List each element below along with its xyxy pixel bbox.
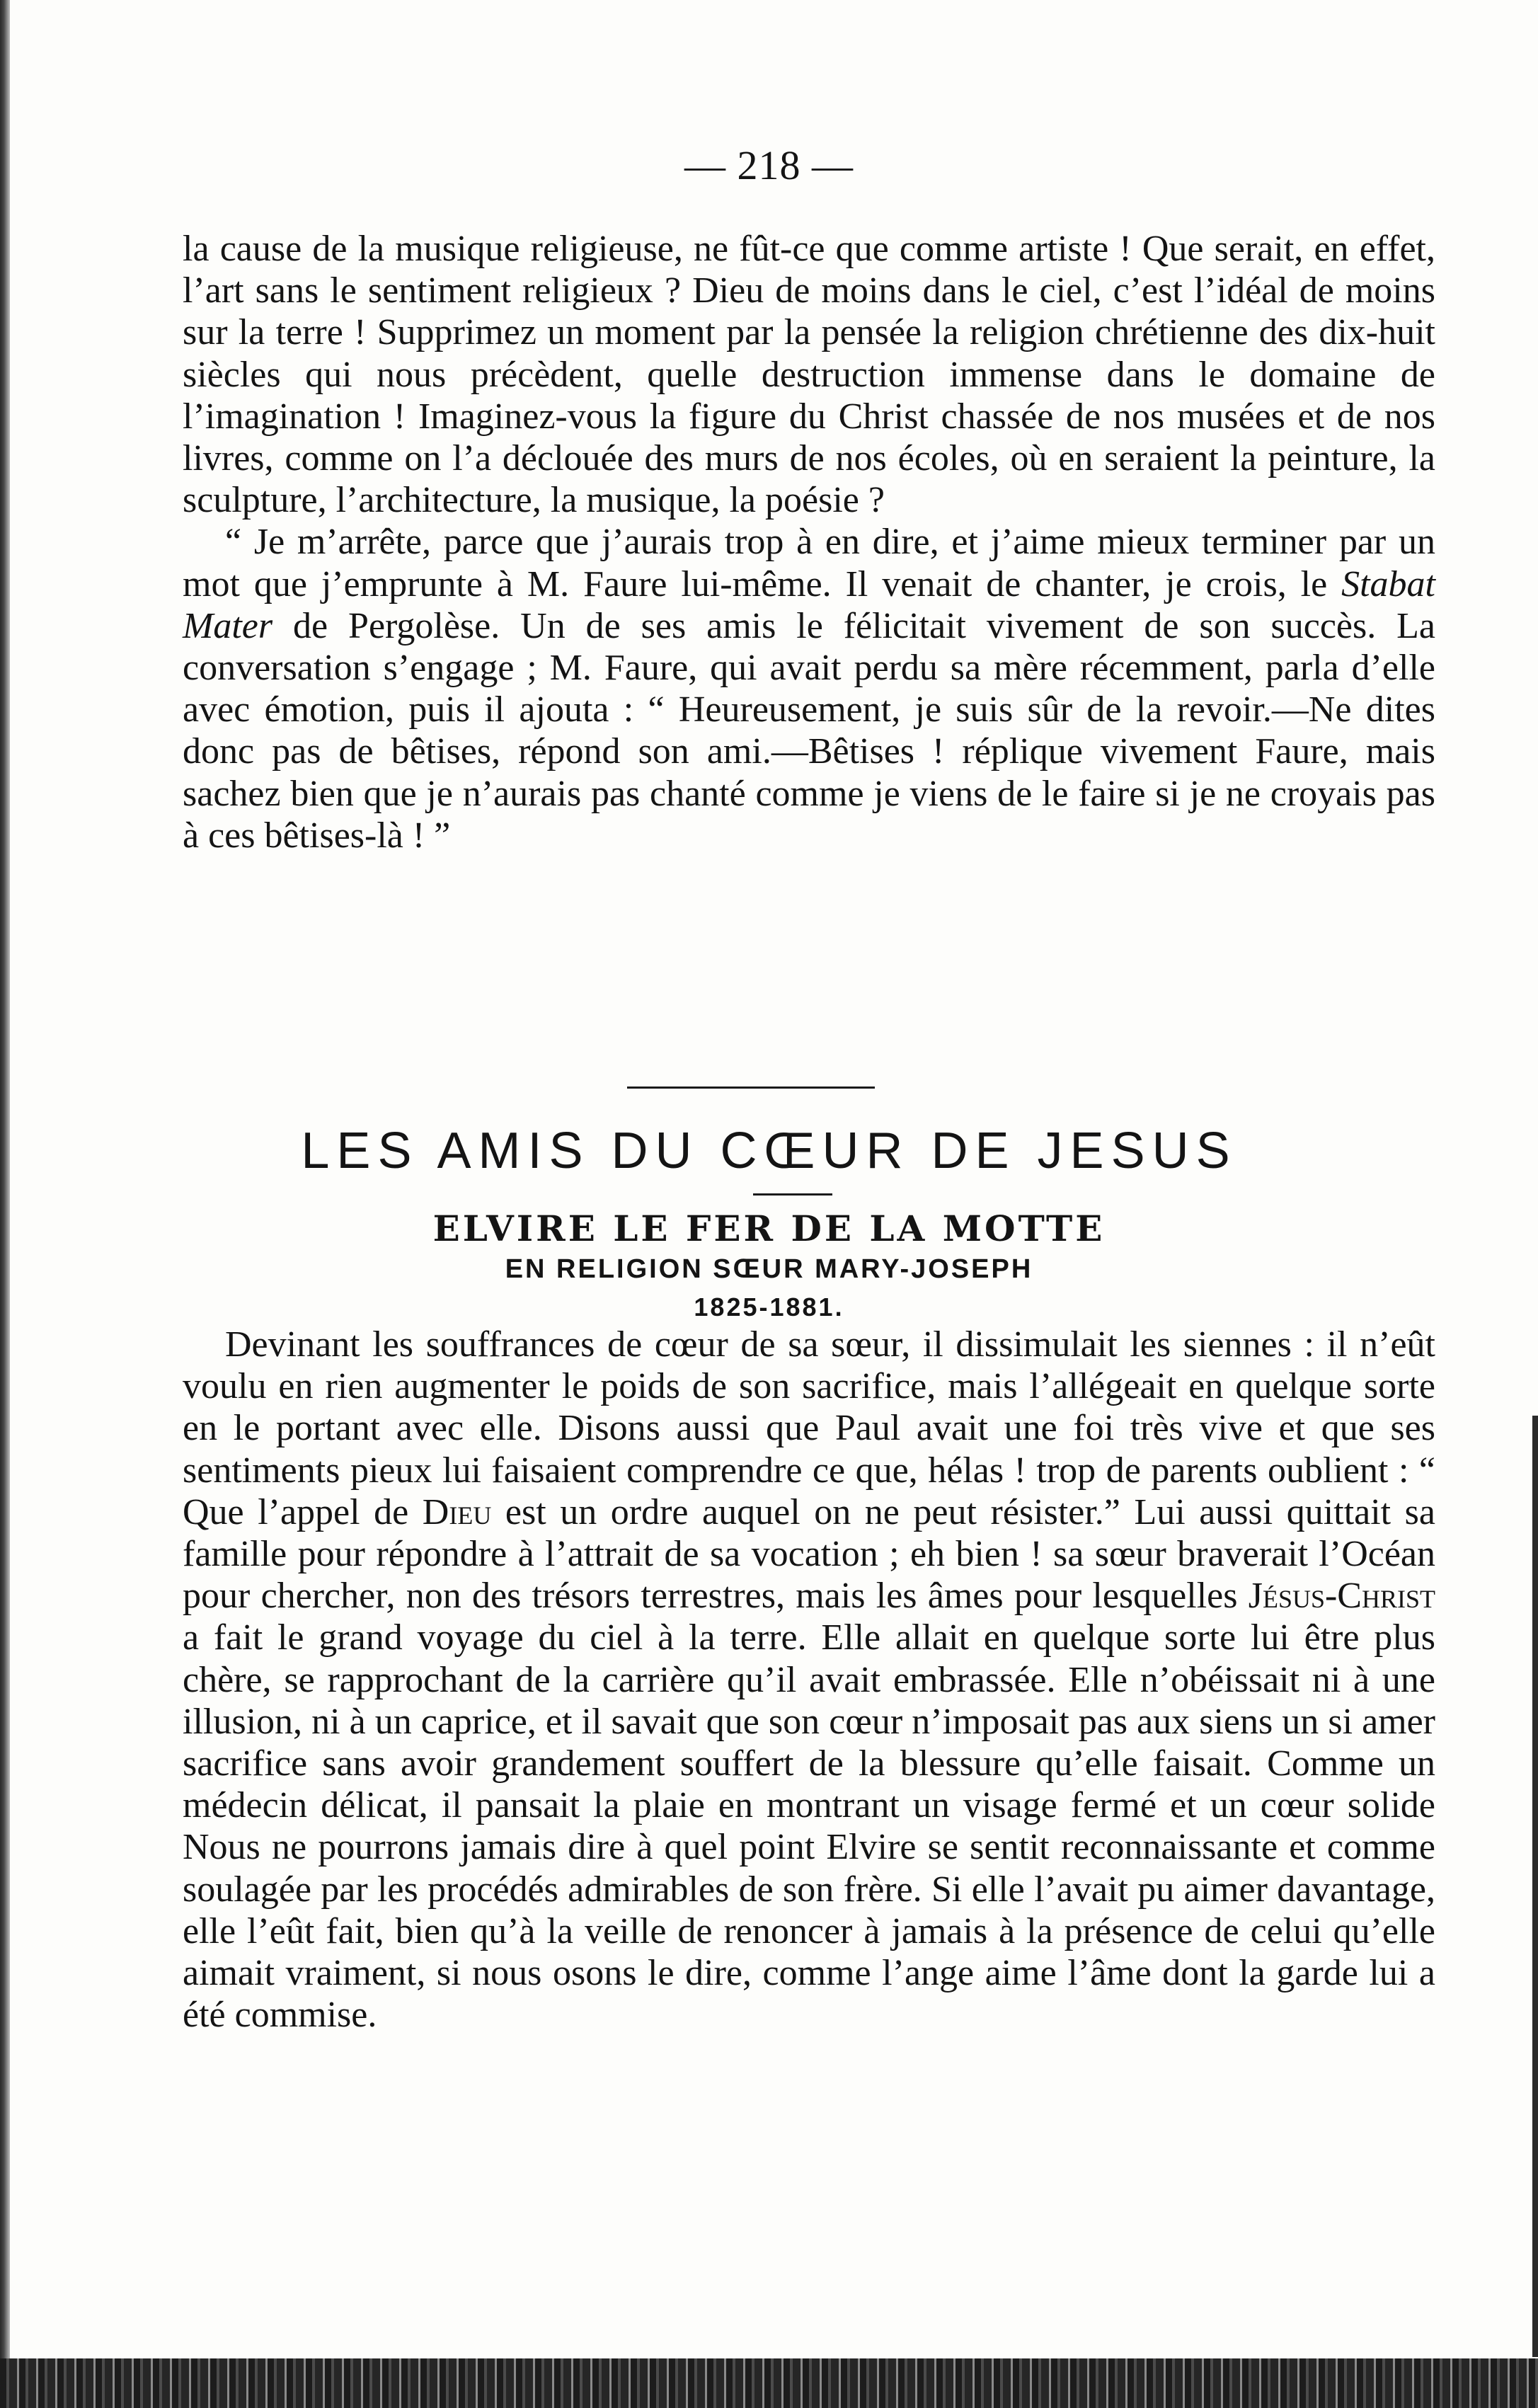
section-title: LES AMIS DU CŒUR DE JESUS (301, 1123, 1237, 1179)
scan-binding-edge (0, 0, 10, 2408)
title-underline-rule (753, 1193, 832, 1196)
paragraph-quote-end: de Pergolèse. Un de ses amis le félicitait vivement de son succès. La conversation s’engage ; M. Faure, qui avait perdu sa mère récemment, parla d’elle avec émotion, puis il ajouta : “ Heureusement, je suis sûr de la revoir.—Ne dites donc pas de bêtises, répond son ami.—Bêtises ! réplique vivement Faure, mais sachez bien que je n’aurais pas chanté comme je viens de le faire si je ne croyais pas à ces bêtises-là ! ” (183, 605, 1435, 856)
subject-religious-name: EN RELIGION SŒUR MARY-JOSEPH (505, 1254, 1033, 1284)
section-text-part-2: est un ordre auquel on ne peut résister.” Lui aussi quittait sa famille pour répondre à l’attrait de sa vocation ; eh bien ! sa sœur braverait l’Océan pour chercher, non des trésors terrestres, mais les âmes pour lesquelles (183, 1491, 1435, 1617)
continued-text-block (183, 228, 1435, 856)
scan-bottom-band (0, 2358, 1538, 2408)
word-dieu-smallcaps: Dieu (422, 1491, 492, 1532)
page-number: — 218 — (684, 142, 854, 188)
section-text-part-1: Devinant les souffrances de cœur de sa sœur, il dissimulait les siennes : il n’eût voulu en rien augmenter le poids de son sacrifice, mais l’allégeait en quelque sorte en le portant avec elle. Disons aussi que Paul avait une foi très vive et que ses sentiments pieux lui faisaient comprendre ce que, hélas ! trop de parents oublient : “ Que l’appel de (183, 1324, 1435, 1532)
section-paragraph (183, 1324, 1435, 2036)
section-divider-rule (627, 1087, 875, 1089)
section-text-block (183, 1324, 1435, 2036)
subject-dates: 1825-1881. (694, 1292, 844, 1321)
paragraph-quote-start: “ Je m’arrête, parce que j’aurais trop à en dire, et j’aime mieux terminer par un mot que j’emprunte à M. Faure lui-même. Il venait de chanter, je crois, le (183, 522, 1435, 604)
scan-right-edge (1532, 1416, 1538, 2357)
section-text-part-3: a fait le grand voyage du ciel à la terre. Elle allait en quelque sorte lui être plus chère, se rapprochant de la carrière qu’il avait embrassée. Elle n’obéissait ni à une illusion, ni à un caprice, et il savait que son cœur n’imposait pas aux siens un si amer sacrifice sans avoir grandement souffert de la blessure qu’elle faisait. Comme un médecin délicat, il pansait la plaie en montrant un visage fermé et un cœur solide Nous ne pourrons jamais dire à quel point Elvire se sentit reconnaissante et comme soulagée par les procédés admirables de son frère. Si elle l’avait pu aimer davantage, elle l’eût fait, bien qu’à la veille de renoncer à jamais à la présence de celui qu’elle aimait vraiment, si nous osons le dire, comme l’ange aime l’âme dont la garde lui a été commise. (183, 1617, 1435, 2036)
subject-name: ELVIRE LE FER DE LA MOTTE (432, 1208, 1106, 1249)
paragraph-quote (183, 521, 1435, 856)
word-jesus-christ-smallcaps: Jésus-Christ (1248, 1576, 1435, 1617)
paragraph-continued: la cause de la musique religieuse, ne fût-ce que comme artiste ! Que serait, en effet, l’art sans le sentiment religieux ? Dieu de moins dans le ciel, c’est l’idéal de moins sur la terre ! Supprimez un moment par la pensée la religion chrétienne des dix-huit siècles qui nous précèdent, quelle destruction immense dans le domaine de l’imagination ! Imaginez-vous la figure du Christ chassée de nos musées et de nos livres, comme on l’a déclouée des murs de nos écoles, où en seraient la peinture, la sculpture, l’architecture, la musique, la poésie ? (183, 229, 1435, 521)
work-title-italic: Stabat Mater (183, 563, 1435, 646)
